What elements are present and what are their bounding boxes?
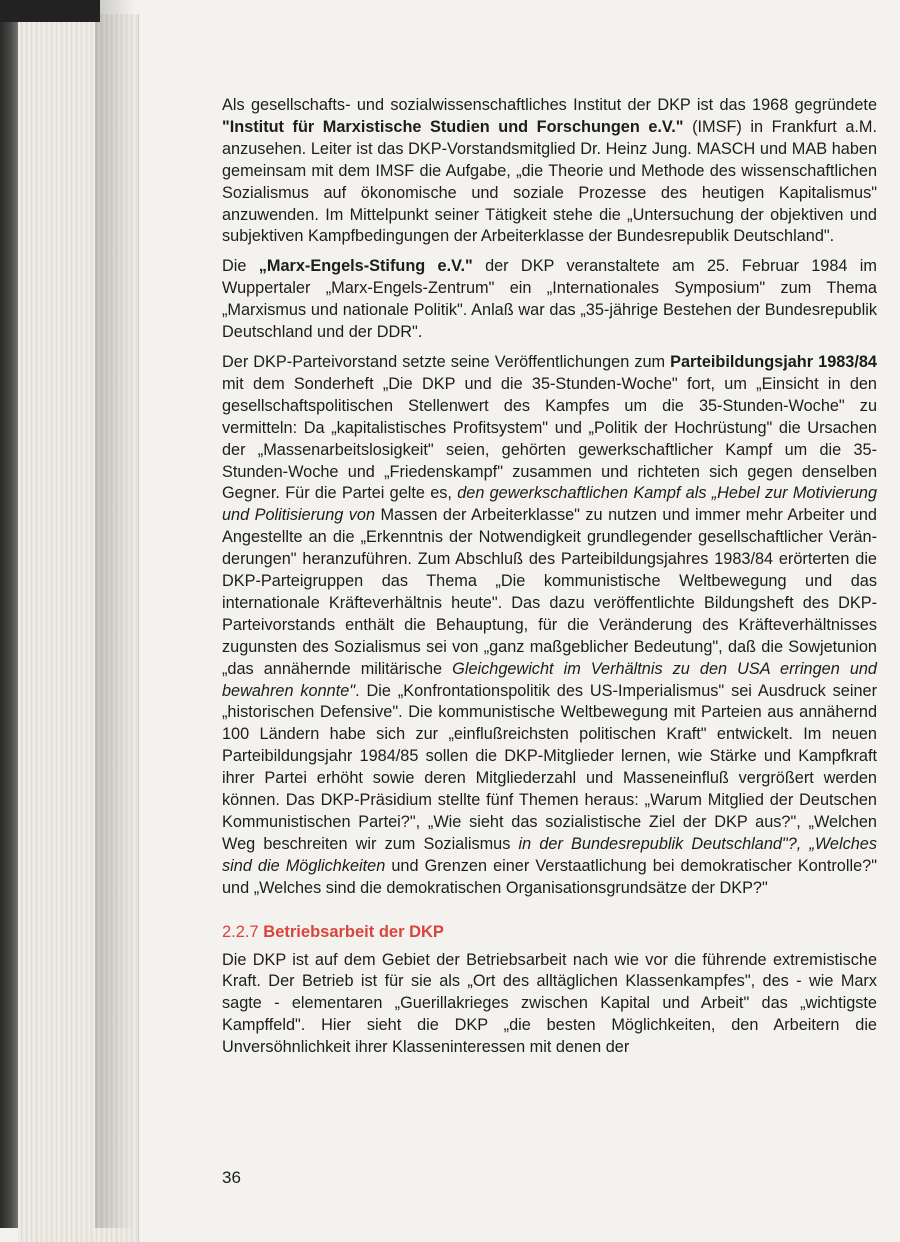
paragraph: [222, 256, 877, 344]
text-run: Als gesellschafts- und sozialwissenschaftliches Institut der DKP ist das 1968 gegründete: [222, 96, 877, 114]
section-title: Betriebsarbeit der DKP: [263, 922, 444, 941]
text-run: Die DKP ist auf dem Gebiet der Betriebsarbeit nach wie vor die führende extremistische Kraft. Der Betrieb ist für sie als „Ort des alltäglichen Klassenkampfes", des - wie Marx sagte - elementaren „Guerillakrieges zwischen Kapital und Arbeit" das „wichtigste Kampffeld". Hier sieht die DKP „die besten Möglichkeiten, den Arbeitern die Unversöhnlichkeit ihrer Klasseninteressen mit denen der: [222, 950, 877, 1057]
paragraph: [222, 95, 877, 248]
page-number: 36: [222, 1168, 241, 1187]
italic-text: den gewerkschaftlichen Kampf als „Hebel zur Motivierung und Politisierung von: [222, 484, 877, 525]
text-run: der DKP veranstaltete am 25. Februar 1984 im Wuppertaler „Marx-Engels-Zentrum" ein „Internationales Symposium" zum Thema „Marxismus und nationale Politik". Anlaß war das „35-jährige Bestehen der Bundesrepublik Deutschland und der DDR".: [222, 257, 877, 342]
text-run: Die: [222, 257, 259, 276]
italic-text: Gleichgewicht im Verhältnis zu den USA erringen und bewahren konnte": [222, 659, 877, 700]
section-paragraphs: [222, 950, 877, 1060]
paragraph: [222, 950, 877, 1060]
section-heading: [222, 922, 877, 944]
text-run: Der DKP-Parteivorstand setzte seine Veröffentlichungen zum: [222, 352, 671, 371]
bold-text: Parteibildungsjahr 1983/84: [670, 352, 877, 371]
paragraph: [222, 352, 877, 900]
text-run: und Grenzen einer Verstaatlichung bei demokratischer Kontrolle?" und „Welches sind die demokratischen Organisationsgrundsätze der DKP?": [222, 856, 877, 897]
book-binding-edge: [0, 0, 150, 1228]
bold-text: „Marx-Engels-Stifung e.V.": [258, 257, 473, 276]
text-run: mit dem Sonderheft „Die DKP und die 35-Stunden-Woche" fort, um „Einsicht in den gesellschaftspolitischen Stellenwert des Kampfes um die 35-Stunden-Woche" zu vermitteln: Da „kapitalistisches Profitsystem" und „Politik der Hochrüstung" die Ursachen der „Massenarbeitslosigkeit" seien, gehörten gewerkschaftlicher Kampf um die 35-Stunden-Woche und „Friedenskampf" zusammen und richteten sich gegen denselben Gegner. Für die Partei gelte es,: [222, 374, 877, 503]
italic-text: in der Bundesrepublik Deutschland"?, „Welches sind die Möglichkeiten: [222, 834, 877, 875]
text-run: . Die „Konfrontationspolitik des US-Imperialismus" sei Ausdruck seiner „historischen Defensive". Die kommunistische Weltbewegung mit Parteien aus annähernd 100 Ländern habe sich zur „einflußreichsten politischen Kraft" entwickelt. Im neuen Parteibildungsjahr 1984/85 sollen die DKP-Mitglieder lernen, wie Stärke und Kampfkraft ihrer Partei erhöht sowie deren Mitgliederzahl und Masseneinfluß vergrößert werden können. Das DKP-Präsidium stellte fünf Themen heraus: „Warum Mitglied der Deutschen Kommunistischen Partei?", „Wie sieht das sozialistische Ziel der DKP aus?", „Welchen Weg beschreiten wir zum Sozialismus: [222, 681, 877, 853]
body-paragraphs: [222, 95, 877, 900]
text-run: (IMSF) in Frankfurt a.M. anzusehen. Leiter ist das DKP-Vorstandsmitglied Dr. Heinz Jung. MASCH und MAB haben gemeinsam mit dem IMSF die Aufgabe, „die Theorie und Methode des wissenschaftlichen Sozialismus auf ökonomische und soziale Prozesse des heutigen Kapitalismus" anzuwenden. Im Mittelpunkt seiner Tätigkeit stehe die „Untersuchung der objektiven und subjektiven Kampfbedingungen der Arbeiterklasse der Bundesrepublik Deutschland".: [222, 117, 877, 246]
bold-text: "Institut für Marxistische Studien und Forschungen e.V.": [222, 117, 684, 136]
page-body: [222, 95, 877, 1067]
section-number: 2.2.7: [222, 922, 259, 941]
text-run: Massen der Arbeiterklasse" zu nutzen und immer mehr Arbeiter und Angestellte an die „Erkenntnis der Notwendigkeit grundlegender gesellschaftlicher Veränderungen" heranzuführen. Zum Abschluß des Parteibildungsjahres 1983/84 erörterten die DKP-Parteigruppen das Thema „Die kommunistische Weltbewegung und das internationale Kräfteverhältnis heute". Das dazu veröffentlichte Bildungsheft des DKP-Parteivorstands enthält die Behauptung, für die Veränderung des Kräfteverhältnisses zugunsten des Sozialismus sei von „ganz maßgeblicher Bedeutung", daß die Sowjetunion „das annähernde militärische: [222, 506, 877, 678]
